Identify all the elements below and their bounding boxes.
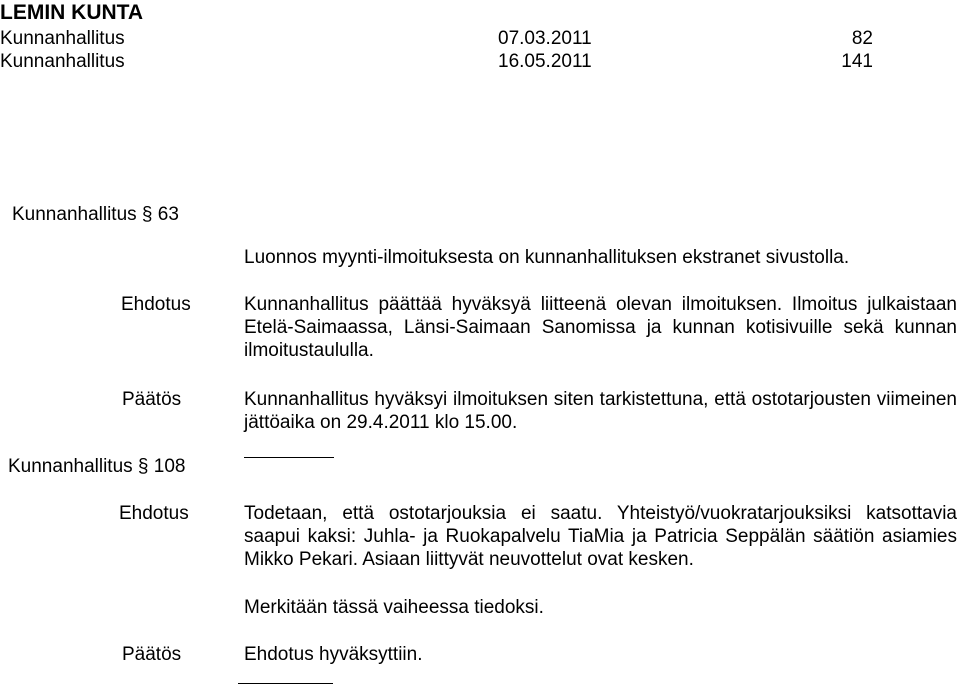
proposal-text-63: Kunnanhallitus päättää hyväksyä liitteenä olevan ilmoituksen. Ilmoitus julkaistaan Etelä-Saimaassa, Länsi-Saimaan Sanomissa ja kunnan kotisivuille sekä kunnan ilmoitustaululla. — [244, 294, 957, 361]
organization-name: LEMIN KUNTA — [0, 1, 144, 24]
header-page-2: 141 — [841, 51, 873, 72]
section-ref-108: Kunnanhallitus § 108 — [8, 456, 186, 477]
note-text-108: Merkitään tässä vaiheessa tiedoksi. — [244, 597, 544, 618]
proposal-label-63: Ehdotus — [121, 294, 191, 315]
decision-label-108: Päätös — [122, 644, 182, 665]
end-divider — [238, 683, 333, 684]
decision-label-63: Päätös — [122, 389, 182, 410]
header-body-1: Kunnanhallitus — [0, 28, 125, 49]
proposal-label-108: Ehdotus — [119, 503, 189, 524]
header-date-2: 16.05.2011 — [498, 51, 592, 72]
header-page-1: 82 — [851, 28, 873, 49]
section-ref-63: Kunnanhallitus § 63 — [12, 204, 179, 225]
decision-text-108: Ehdotus hyväksyttiin. — [244, 644, 423, 665]
section-title-63: Luonnos myynti-ilmoituksesta on kunnanhallituksen ekstranet sivustolla. — [244, 247, 850, 268]
header-date-1: 07.03.2011 — [498, 28, 592, 49]
proposal-text-108: Todetaan, että ostotarjouksia ei saatu. Yhteistyö/vuokratarjouksiksi katsottavia saapui kaksi: Juhla- ja Ruokapalvelu TiaMia ja Patricia Seppälän säätiön asiamies Mikko Pekari. Asiaan liittyvät neuvottelut ovat kesken. — [244, 503, 957, 570]
header-body-2: Kunnanhallitus — [0, 51, 125, 72]
section-divider — [244, 457, 334, 458]
decision-text-63: Kunnanhallitus hyväksyi ilmoituksen siten tarkistettuna, että ostotarjousten viimeinen jättöaika on 29.4.2011 klo 15.00. — [244, 389, 957, 433]
